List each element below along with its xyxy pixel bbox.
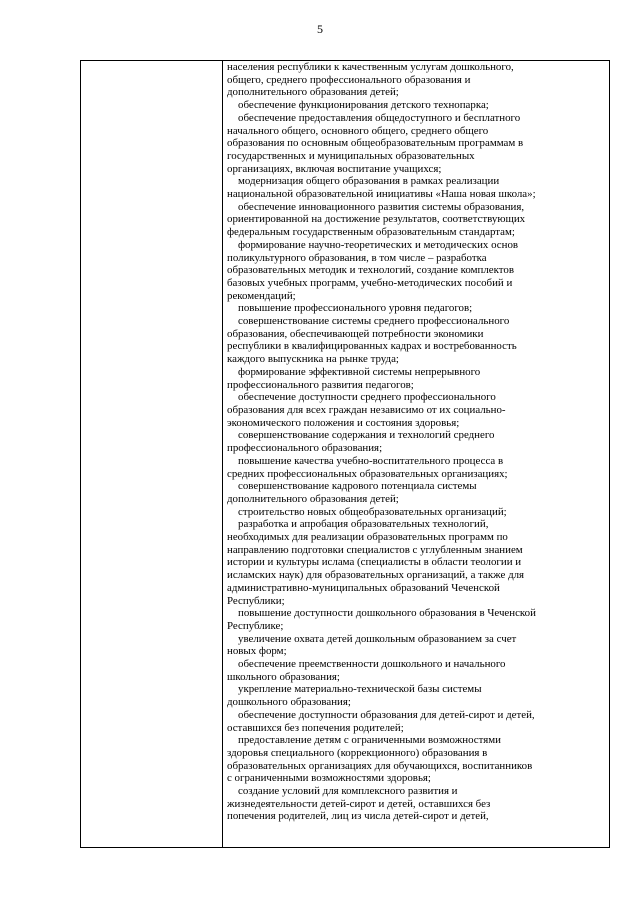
text-line: повышение профессионального уровня педагогов;: [238, 302, 473, 315]
text-line: формирование научно-теоретических и методических основ: [238, 238, 519, 251]
text-line: базовых учебных программ, учебно-методических пособий и: [227, 276, 513, 289]
text-line: ориентированной на достижение результатов, соответствующих: [227, 213, 526, 226]
text-line: обеспечение инновационного развития системы образования,: [238, 200, 525, 213]
text-line: административно-муниципальных образований Чеченской: [227, 581, 500, 594]
text-line: каждого выпускника на рынке труда;: [227, 353, 399, 366]
text-line: формирование эффективной системы непрерывного: [238, 365, 481, 378]
column-divider: [222, 61, 223, 847]
text-line: истории и культуры ислама (специалисты в области теологии и: [227, 556, 522, 569]
text-line: образовательных методик и технологий, создание комплектов: [227, 264, 514, 277]
text-line: профессионального развития педагогов;: [227, 378, 414, 391]
text-line: федеральным государственным образовательным стандартам;: [227, 226, 515, 239]
text-line: направлению подготовки специалистов с углубленным знанием: [227, 543, 523, 556]
text-line: образования для всех граждан независимо от их социально-: [227, 403, 506, 416]
table-left-cell: [81, 61, 222, 847]
text-line: повышение качества учебно-воспитательного процесса в: [238, 454, 504, 467]
text-line: начального общего, основного общего, среднего общего: [227, 124, 489, 137]
text-line: школьного образования;: [227, 670, 340, 683]
text-line: Республике;: [227, 619, 284, 632]
text-line: укрепление материально-технической базы системы: [238, 683, 482, 696]
text-line: обеспечение предоставления общедоступного и бесплатного: [238, 111, 521, 124]
text-line: оставшихся без попечения родителей;: [227, 721, 404, 734]
text-line: с ограниченными возможностями здоровья;: [227, 772, 431, 785]
text-line: республики в квалифицированных кадрах и востребованность: [227, 340, 517, 353]
document-table: [80, 60, 610, 848]
text-line: образовательных организациях для обучающихся, воспитанников: [227, 759, 533, 772]
text-line: профессионального образования;: [227, 442, 383, 455]
text-line: обеспечение доступности образования для детей-сирот и детей,: [238, 708, 535, 721]
text-line: образования, обеспечивающей потребности экономики: [227, 327, 484, 340]
text-line: совершенствование содержания и технологий среднего: [238, 429, 495, 442]
text-line: создание условий для комплексного развития и: [238, 785, 458, 798]
text-line: рекомендаций;: [227, 289, 296, 302]
text-line: обеспечение доступности среднего профессионального: [238, 391, 496, 404]
text-line: образования по основным общеобразовательным программам в: [227, 137, 524, 150]
text-line: обеспечение преемственности дошкольного и начального: [238, 658, 506, 671]
text-line: экономического положения и состояния здоровья;: [227, 416, 460, 429]
text-line: государственных и муниципальных образовательных: [227, 149, 475, 162]
text-line: разработка и апробация образовательных технологий,: [238, 518, 489, 531]
text-line: строительство новых общеобразовательных организаций;: [238, 505, 507, 518]
page-number: 5: [317, 22, 323, 36]
text-line: национальной образовательной инициативы «Наша новая школа»;: [227, 188, 536, 201]
text-line: средних профессиональных образовательных организациях;: [227, 467, 508, 480]
text-line: общего, среднего профессионального образования и: [227, 73, 471, 86]
text-line: новых форм;: [227, 645, 287, 658]
text-line: дополнительного образования детей;: [227, 86, 399, 99]
text-line: повышение доступности дошкольного образования в Чеченской: [238, 607, 536, 620]
text-line: дошкольного образования;: [227, 696, 351, 709]
text-line: совершенствование кадрового потенциала системы: [238, 480, 477, 493]
text-line: здоровья специального (коррекционного) образования в: [227, 746, 488, 759]
text-line: увеличение охвата детей дошкольным образованием за счет: [238, 632, 517, 645]
text-line: дополнительного образования детей;: [227, 492, 399, 505]
text-line: Республики;: [227, 594, 285, 607]
text-line: организациях, включая воспитание учащихся;: [227, 162, 442, 175]
text-line: модернизация общего образования в рамках реализации: [238, 175, 500, 188]
table-right-cell: [227, 61, 603, 823]
text-line: необходимых для реализации образовательных программ по: [227, 531, 508, 544]
text-line: обеспечение функционирования детского технопарка;: [238, 99, 489, 112]
text-line: жизнедеятельности детей-сирот и детей, оставшихся без: [227, 797, 491, 810]
text-line: населения республики к качественным услугам дошкольного,: [227, 61, 514, 73]
text-line: исламских наук) для образовательных организаций, а также для: [227, 569, 525, 582]
text-line: предоставление детям с ограниченными возможностями: [238, 734, 501, 747]
text-line: поликультурного образования, в том числе – разработка: [227, 251, 487, 264]
text-line: попечения родителей, лиц из числа детей-сирот и детей,: [227, 810, 489, 823]
text-line: совершенствование системы среднего профессионального: [238, 315, 510, 328]
